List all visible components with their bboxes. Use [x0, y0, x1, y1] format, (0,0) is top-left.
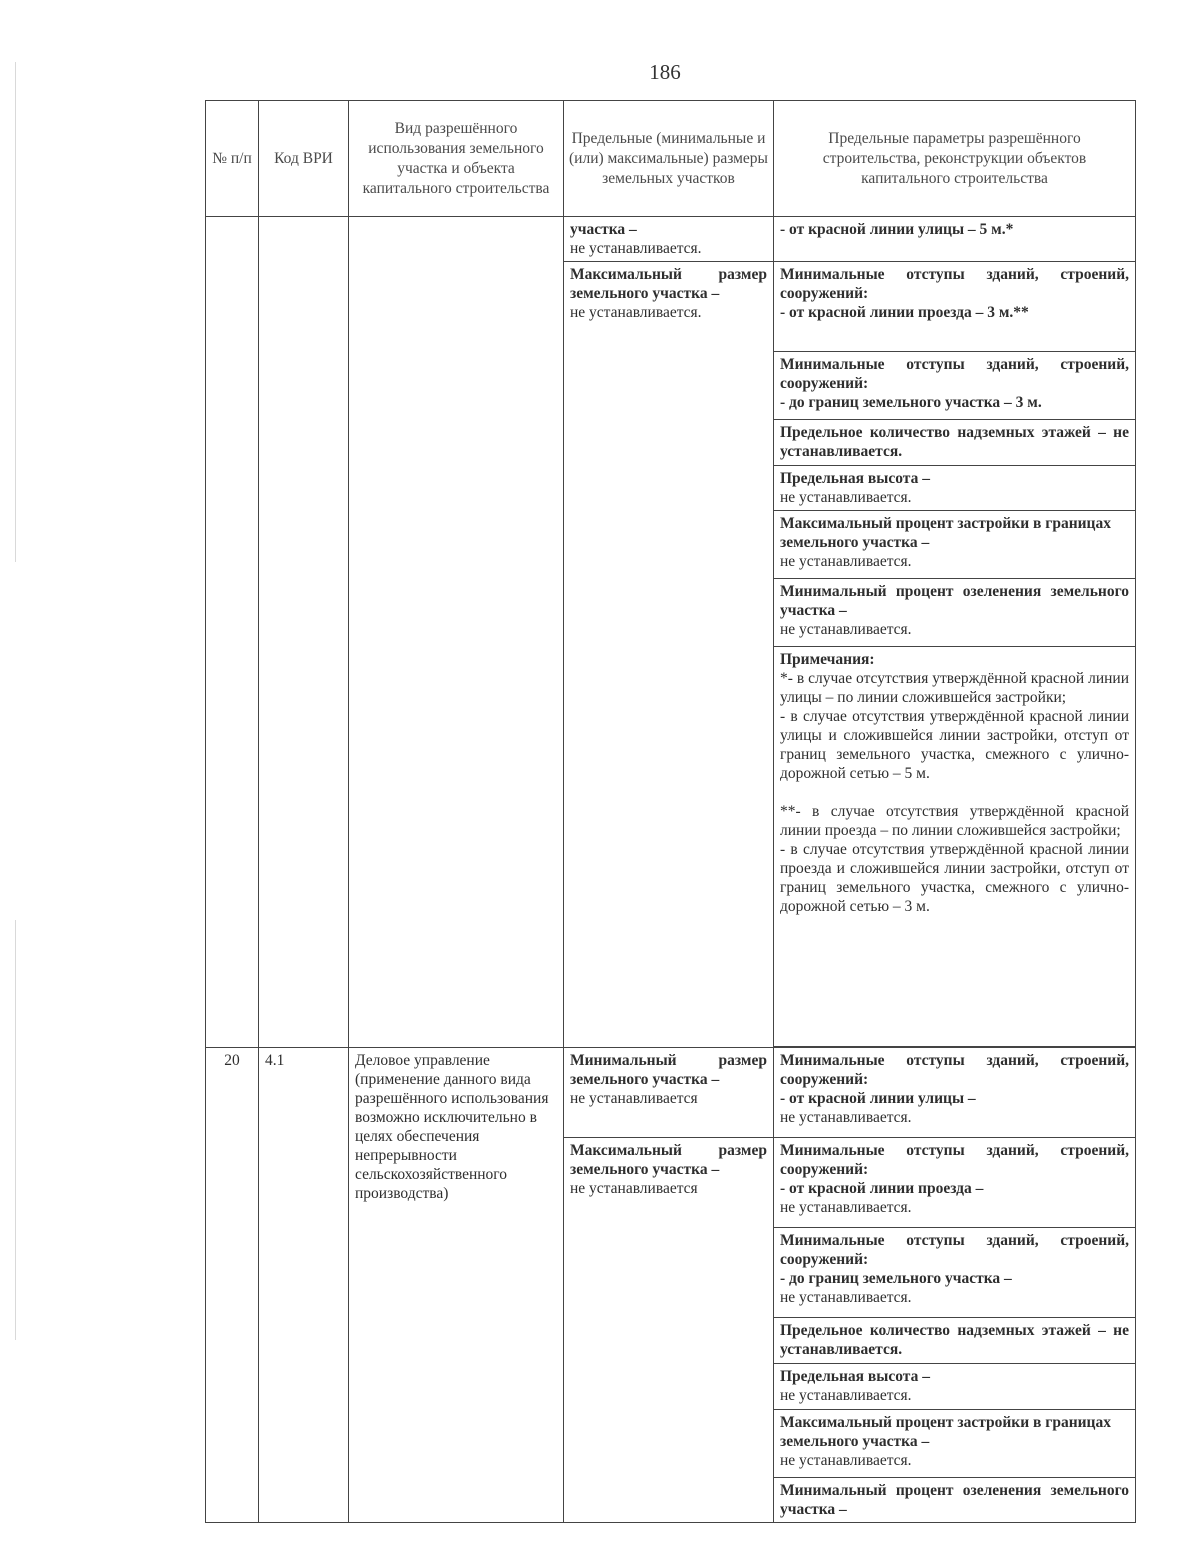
param-offset-line: - от красной линии улицы – [780, 1090, 976, 1107]
param-offset-title: Минимальные отступы зданий, строений, сооружений: [780, 356, 1129, 392]
continued-kind-cell [349, 217, 564, 1048]
min-size-title: Минимальный размер земельного участка – [570, 1052, 767, 1088]
row20-offset-boundary-cell [774, 1228, 1136, 1318]
param-offset-title: Минимальные отступы зданий, строений, сооружений: [780, 1232, 1129, 1268]
row20-height-cell [774, 1364, 1136, 1410]
param-offset-value: - до границ земельного участка – 3 м. [780, 394, 1042, 411]
param-offset-title: Минимальные отступы зданий, строений, сооружений: [780, 1052, 1129, 1088]
continued-number-cell [206, 217, 259, 1048]
row20-min-greening-cell [774, 1478, 1136, 1523]
row20-max-size-cell [564, 1138, 774, 1523]
param-red-line-street: - от красной линии улицы – 5 м.* [774, 217, 1136, 262]
size-top-value: не устанавливается. [570, 240, 702, 257]
param-height-title: Предельная высота – [780, 1368, 930, 1385]
param-min-greening-cell [774, 579, 1136, 647]
header-code: Код ВРИ [259, 101, 349, 217]
size-top-title: участка – [570, 221, 637, 238]
param-coverage-value: не устанавливается. [780, 553, 912, 570]
notes-title: Примечания: [780, 651, 875, 668]
note-item: - в случае отсутствия утверждённой красной линии проезда и сложившейся линии застройки, отступ от границ земельного участка, смежного с улично-дорожной сетью – 3 м. [780, 841, 1129, 915]
max-size-title: Максимальный размер земельного участка – [570, 266, 767, 302]
param-height-cell [774, 466, 1136, 511]
continued-code-cell [259, 217, 349, 1048]
note-item: **- в случае отсутствия утверждённой красной линии проезда – по линии сложившейся застройки; [780, 803, 1129, 839]
param-height-value: не устанавливается. [780, 489, 912, 506]
note-item: *- в случае отсутствия утверждённой красной линии улицы – по линии сложившейся застройки; [780, 670, 1129, 706]
param-offset-value: - от красной линии проезда – 3 м.** [780, 304, 1029, 321]
notes-spacer [780, 783, 1129, 802]
row20-offset-street-cell [774, 1048, 1136, 1138]
note-item: - в случае отсутствия утверждённой красной линии улицы и сложившейся линии застройки, отступ от границ земельного участка, смежного с улично-дорожной сетью – 5 м. [780, 708, 1129, 782]
param-coverage-title: Максимальный процент застройки в границах земельного участка – [780, 1414, 1111, 1450]
param-height-title: Предельная высота – [780, 470, 930, 487]
row20-min-size-cell [564, 1048, 774, 1138]
row20-code: 4.1 [259, 1048, 349, 1523]
param-offset-title: Минимальные отступы зданий, строений, сооружений: [780, 1142, 1129, 1178]
row20-offset-driveway-cell [774, 1138, 1136, 1228]
param-greening-title: Минимальный процент озеленения земельного участка – [780, 583, 1129, 619]
max-size-value: не устанавливается. [570, 304, 702, 321]
param-height-value: не устанавливается. [780, 1387, 912, 1404]
param-offset-value: не устанавливается. [780, 1109, 912, 1126]
max-size-value: не устанавливается [570, 1180, 698, 1197]
param-max-coverage-cell [774, 511, 1136, 579]
min-size-value: не устанавливается [570, 1090, 698, 1107]
param-coverage-value: не устанавливается. [780, 1452, 912, 1469]
param-offset-title: Минимальные отступы зданий, строений, сооружений: [780, 266, 1129, 302]
header-sizes: Предельные (минимальные и (или) максимальные) размеры земельных участков [564, 101, 774, 217]
param-offset-line: - до границ земельного участка – [780, 1270, 1012, 1287]
row20-kind: Деловое управление (применение данного вида разрешённого использования возможно исключительно в целях обеспечения непрерывности сельскохозяйственного производства) [349, 1048, 564, 1523]
row20-max-coverage-cell [774, 1410, 1136, 1478]
row20-floors: Предельное количество надземных этажей – не устанавливается. [774, 1318, 1136, 1364]
param-offset-value: не устанавливается. [780, 1289, 912, 1306]
notes-cell [774, 647, 1136, 1047]
continued-max-size-cell [564, 262, 774, 1048]
param-greening-title: Минимальный процент озеленения земельного участка – [780, 1482, 1129, 1518]
param-offset-boundary-cell [774, 352, 1136, 420]
scan-margin-line [15, 920, 16, 1340]
param-coverage-title: Максимальный процент застройки в границах земельного участка – [780, 515, 1111, 551]
scan-margin-line [15, 62, 16, 562]
header-kind: Вид разрешённого использования земельного участка и объекта капитального строительства [349, 101, 564, 217]
land-use-table [205, 100, 1136, 1523]
max-size-title: Максимальный размер земельного участка – [570, 1142, 767, 1178]
page-number: 186 [649, 60, 681, 84]
param-offset-driveway-cell [774, 262, 1136, 352]
param-offset-value: не устанавливается. [780, 1199, 912, 1216]
header-params: Предельные параметры разрешённого строительства, реконструкции объектов капитального строительства [774, 101, 1136, 217]
header-number: № п/п [206, 101, 259, 217]
param-greening-value: не устанавливается. [780, 621, 912, 638]
param-offset-line: - от красной линии проезда – [780, 1180, 984, 1197]
row20-number: 20 [206, 1048, 259, 1523]
param-floors: Предельное количество надземных этажей – не устанавливается. [774, 420, 1136, 466]
continued-size-cell [564, 217, 774, 262]
